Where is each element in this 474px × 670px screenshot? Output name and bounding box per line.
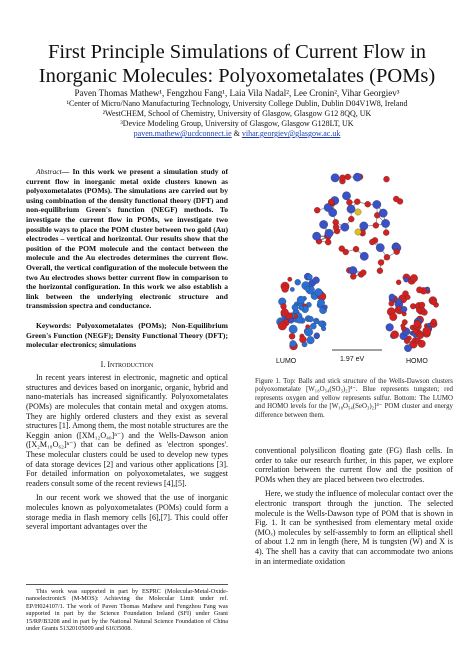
email-separator: &: [231, 129, 242, 138]
oxygen-atom: [350, 273, 356, 279]
tungsten-atom: [325, 229, 333, 237]
lumo-orbital-lobe: [315, 288, 323, 296]
homo-orbital-lobe: [416, 287, 422, 293]
oxygen-atom: [383, 176, 389, 182]
email-link-1[interactable]: paven.mathew@ucdconnect.ie: [133, 129, 232, 138]
tungsten-atom: [341, 223, 349, 231]
homo-orbital-lobe: [396, 299, 402, 305]
lumo-orbital-lobe: [315, 320, 319, 324]
homo-orbital-lobe: [401, 306, 407, 312]
lumo-orbital-lobe: [289, 318, 294, 323]
tungsten-atom: [319, 220, 327, 228]
oxygen-atom: [314, 207, 320, 213]
lumo-orbital-lobe: [310, 323, 316, 329]
lumo-orbital-lobe: [299, 336, 306, 343]
figure-1: [266, 160, 446, 374]
oxygen-atom: [343, 249, 349, 255]
affiliation-3: ³Device Modeling Group, University of Glasgow, Glasgow G128LT, UK: [120, 119, 354, 128]
lumo-orbital-lobe: [304, 328, 312, 336]
homo-orbital-lobe: [413, 329, 418, 334]
lumo-orbital-lobe: [290, 340, 297, 347]
homo-orbital-lobe: [396, 280, 401, 285]
intro-paragraph-2: In our recent work we showed that the use of inorganic molecules known as polyoxometalates (POMs) could form a storage media in flash memory cells [6],[7]. This could offer several important advantages over the: [26, 493, 228, 532]
lumo-orbital-lobe: [296, 317, 303, 324]
oxygen-atom: [345, 174, 351, 180]
oxygen-atom: [384, 254, 390, 260]
homo-orbital-lobe: [423, 327, 431, 335]
paper-title: First Principle Simulations of Current Flow in Inorganic Molecules: Polyoxometalates (POMs): [38, 41, 436, 87]
abstract: [26, 167, 228, 311]
lumo-orbital-lobe: [288, 277, 292, 281]
sulfur-atom: [355, 229, 361, 235]
oxygen-atom: [365, 201, 371, 207]
lumo-orbital-lobe: [307, 274, 313, 280]
intro-paragraph-1: In recent years interest in electronic, magnetic and optical structures and devices based on inorganic, organic, hybrid and nano-materials has increased significantly. Polyoxometalates (POMs) are molecules that contain metal and oxygen atoms. They are highly ordered clusters and they exist as several structures [1]. Among them, the most notable structures are the Keggin anion ([XM₁₂O₄₀]ⁿ⁻) and the Wells-Dawson anion ([X₂M₁₈O₆₂]ⁿ⁻) that can be defined as 'electron sponges'. These molecular clusters could be used to develop new types of data storage devices [2] and various other applications [3]. For detailed information on polyoxometalates, we suggest readers consult some of the recent reviews [4],[5].: [26, 373, 228, 488]
sulfur-atom: [355, 209, 361, 215]
lumo-orbital-lobe: [314, 333, 320, 339]
lumo-orbital-lobe: [289, 333, 295, 339]
tungsten-atom: [379, 209, 387, 217]
lumo-orbital-lobe: [278, 321, 287, 330]
homo-orbital-lobe: [405, 295, 410, 300]
oxygen-atom: [348, 216, 354, 222]
homo-orbital-lobe: [410, 303, 416, 309]
section-heading-introduction: I. Introduction: [100, 359, 154, 369]
tungsten-atom: [373, 200, 381, 208]
homo-orbital-lobe: [419, 302, 425, 308]
lumo-orbital-lobe: [305, 286, 310, 291]
lumo-orbital-lobe: [282, 286, 289, 293]
lumo-orbital-lobe: [292, 304, 299, 311]
homo-orbital-lobe: [431, 319, 436, 324]
affiliation-2: ²WestCHEM, School of Chemistry, University of Glasgow, Glasgow G12 8QQ, UK: [102, 109, 372, 118]
lumo-orbital-lobe: [281, 309, 289, 317]
oxygen-atom: [353, 246, 359, 252]
affiliation-1: ¹Center of Micro/Nano Manufacturing Technology, University College Dublin, Dublin D04V1W8, Ireland: [66, 99, 408, 108]
tungsten-atom: [312, 232, 320, 240]
tungsten-atom: [331, 174, 339, 182]
oxygen-atom: [369, 239, 375, 245]
tungsten-atom: [360, 222, 368, 230]
footnote: [26, 584, 228, 632]
homo-orbital-lobe: [418, 340, 425, 347]
author-block: [20, 88, 454, 139]
homo-orbital-lobe: [414, 320, 421, 327]
tungsten-atom: [347, 205, 355, 213]
homo-label: HOMO: [406, 358, 428, 365]
oxygen-atom: [360, 270, 366, 276]
left-column: [26, 167, 228, 537]
oxygen-atom: [333, 224, 339, 230]
oxygen-atom: [325, 239, 331, 245]
molecule-structure-image: [266, 160, 446, 374]
lumo-orbital-lobe: [295, 279, 301, 285]
email-line: [20, 129, 454, 139]
homo-orbital-lobe: [391, 331, 399, 339]
homo-orbital-lobe: [389, 313, 397, 321]
tungsten-atom: [376, 243, 384, 251]
tungsten-atom: [353, 173, 361, 181]
homo-orbital-lobe: [386, 323, 394, 331]
homo-orbital-lobe: [417, 332, 423, 338]
oxygen-atom: [393, 196, 399, 202]
oxygen-atom: [340, 175, 346, 181]
footnote-text: This work was supported in part by ESPRC (Molecular-Metal-Oxide-nanoelectronicS (M-MOS): Achieving the Molecular Limit under ref. EP/H024107/1. The work of Paven Thomas Mathew and Fengzhou Fang was supported in part by the Science Foundation Ireland (SFI) under Grant 15/RP/B3208 and in part by the National Natural Science Foundation of China under Grants 51320105009 and 61635008.: [26, 588, 228, 633]
abstract-label: Abstract: [36, 167, 62, 176]
oxygen-atom: [328, 199, 334, 205]
figure-caption: Figure 1. Top: Balls and stick structure of the Wells-Dawson clusters polyoxometalate [W₁₈O₅₄(SO₃)₂]⁴⁻. Blue represents tungsten; red represents oxygen and yellow represents sulfur. Bottom: The LUMO and HOMO levels for the [W₁₈O₅₄(SeO₃)₂]⁴⁻ POM cluster and energy difference between them.: [255, 378, 453, 419]
lumo-orbital-lobe: [289, 325, 297, 333]
email-link-2[interactable]: vihar.georgiev@glasgow.ac.uk: [241, 129, 341, 138]
oxygen-atom: [378, 259, 384, 265]
right-paragraph-2: Here, we study the influence of molecular contact over the electronic transport through the junction. The selected molecule is the Wells-Dawson type of POM that is shown in Fig. 1. It can be synthesised from elementary metal oxide (MOₓ) molecules by self-assembly to form an elliptical shell of about 1.2 nm in length (here, M is tungsten (W) and X is 4). The shell has a cavity that can accommodate two anions in an intermediate oxidation: [255, 489, 453, 566]
keywords: Keywords: Polyoxometalates (POMs); Non-Equilibrium Green's Function (NEGF); Density Functional Theory (DFT); molecular electronics; simulations: [26, 320, 228, 350]
tungsten-atom: [360, 252, 368, 260]
homo-orbital-lobe: [404, 277, 409, 282]
energy-gap-label: 1.97 eV: [340, 356, 365, 363]
lumo-orbital-lobe: [290, 287, 294, 291]
homo-orbital-lobe: [421, 307, 425, 311]
author-list: Paven Thomas Mathew¹, Fengzhou Fang¹, Laia Vila Nadal², Lee Cronin², Vihar Georgiev³: [74, 88, 400, 98]
oxygen-atom: [394, 249, 400, 255]
oxygen-atom: [383, 230, 389, 236]
homo-orbital-lobe: [404, 344, 411, 351]
homo-orbital-lobe: [404, 338, 410, 344]
lumo-orbital-lobe: [299, 305, 304, 310]
oxygen-atom: [346, 199, 352, 205]
lumo-orbital-lobe: [308, 316, 314, 322]
lumo-orbital-lobe: [307, 336, 315, 344]
lumo-orbital-lobe: [281, 303, 287, 309]
lumo-orbital-lobe: [297, 296, 305, 304]
tungsten-atom: [381, 219, 389, 227]
tungsten-atom: [342, 192, 350, 200]
homo-orbital-lobe: [389, 294, 395, 300]
oxygen-atom: [377, 268, 383, 274]
lumo-orbital-lobe: [313, 277, 320, 284]
lumo-label: LUMO: [276, 358, 297, 365]
lumo-orbital-lobe: [317, 299, 324, 306]
homo-orbital-lobe: [389, 301, 394, 306]
right-paragraph-1: conventional polysilicon floating gate (FG) flash cells. In order to take our research further, in this paper, we explore correlation between the current flow and the position of POMs when they are placed between two electrodes.: [255, 446, 453, 484]
right-column: [255, 446, 453, 571]
homo-orbital-lobe: [410, 274, 418, 282]
abstract-text: — In this work we present a simulation study of current flow in inorganic metal oxide clusters known as polyoxometalates (POMs). The simulations are carried out by using combination of the density functional theory (DFT) and non-equilibrium Green's function (NEGF) methods. To investigate the current flow in POMs, we investigate two possible ways to place the POM cluster between two gold (Au) electrodes – vertical and horizontal. Our results show that the position of the POM molecule and the contact between the molecule and the Au electrodes determines the current flow. Overall, the vertical configuration of the molecule between the two Au electrodes shows better current flow in comparison to the horizontal configuration. In this work we also establish a link between the underlying electronic structure and transmission spectra and conductance.: [26, 167, 228, 311]
tungsten-atom: [329, 208, 337, 216]
oxygen-atom: [354, 199, 360, 205]
homo-orbital-lobe: [431, 299, 437, 305]
homo-orbital-lobe: [401, 324, 406, 329]
oxygen-atom: [373, 222, 379, 228]
